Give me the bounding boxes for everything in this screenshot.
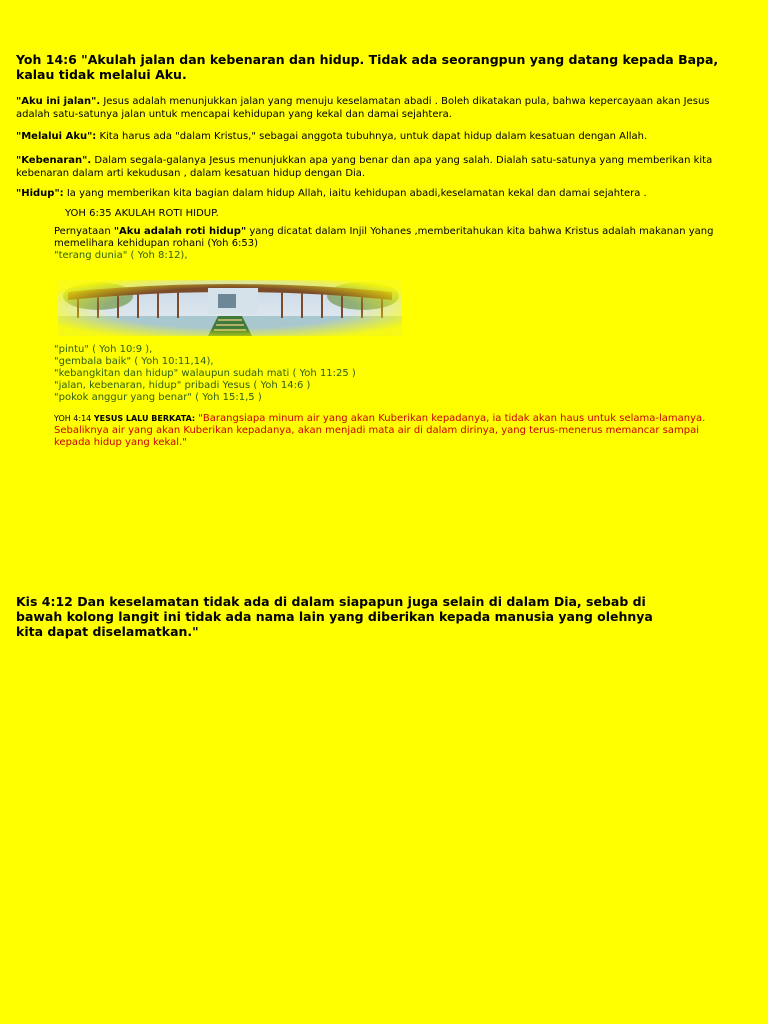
paragraph-hidup xyxy=(16,188,716,201)
pernyataan-pre: Pernyataan xyxy=(54,226,114,237)
list-item: "jalan, kebenaran, hidup" pribadi Yesus ( Yoh 14:6 ) xyxy=(54,380,311,391)
list-item: "pokok anggur yang benar" ( Yoh 15:1,5 ) xyxy=(54,392,262,403)
list-item: "gembala baik" ( Yoh 10:11,14), xyxy=(54,356,214,367)
term-melalui: "Melalui Aku": xyxy=(16,131,97,142)
list-item: "kebangkitan dan hidup" walaupun sudah mati ( Yoh 11:25 ) xyxy=(54,368,356,379)
terang-dunia: "terang dunia" ( Yoh 8:12), xyxy=(54,250,188,261)
yoh414-quote: "Barangsiapa minum air yang akan Kuberikan kepadanya, ia tidak akan haus untuk selama-lamanya. Sebaliknya air yang akan Kuberikan kepadanya, akan menjadi mata air di dalam dirinya, yang terus-menerus memancar sampai kepada hidup yang kekal." xyxy=(54,413,706,448)
term-kebenaran: "Kebenaran". xyxy=(16,155,92,166)
pernyataan-line2: memelihara kehidupan rohani (Yoh 6:53) xyxy=(54,238,259,249)
yoh635-heading: YOH 6:35 AKULAH ROTI HIDUP. xyxy=(65,208,219,219)
yoh414-ref: YOH 4:14 xyxy=(54,414,94,423)
paragraph-jalan xyxy=(16,96,716,121)
paragraph-melalui xyxy=(16,131,716,144)
term-jalan: "Aku ini jalan". xyxy=(16,96,101,107)
list-item: "pintu" ( Yoh 10:9 ), xyxy=(54,344,153,355)
text-melalui: Kita harus ada "dalam Kristus," sebagai anggota tubuhnya, untuk dapat hidup dalam kesatuan dengan Allah. xyxy=(96,131,648,142)
text-kebenaran: Dalam segala-galanya Jesus menunjukkan apa yang benar dan apa yang salah. Dialah satu-satunya yang memberikan kita kebenaran dalam arti kekudusan , dalam kesatuan hidup dengan Dia. xyxy=(16,155,713,179)
heading: Yoh 14:6 "Akulah jalan dan kebenaran dan hidup. Tidak ada seorangpun yang datang kepada Bapa, kalau tidak melalui Aku. xyxy=(16,52,719,82)
text-hidup: Ia yang memberikan kita bagian dalam hidup Allah, iaitu kehidupan abadi,keselamatan kekal dan damai sejahtera . xyxy=(63,188,647,199)
kis-412-paragraph: Kis 4:12 Dan keselamatan tidak ada di dalam siapapun juga selain di dalam Dia, sebab di bawah kolong langit ini tidak ada nama lain yang diberikan kepada manusia yang olehnya kita dapat diselamatkan." xyxy=(16,594,653,639)
pernyataan-paragraph xyxy=(54,226,724,262)
pernyataan-post: yang dicatat dalam Injil Yohanes ,memberitahukan kita bahwa Kristus adalah makanan yang xyxy=(246,226,714,237)
yoh414-paragraph xyxy=(54,413,724,449)
bridge-image xyxy=(58,280,402,336)
yoh414-label: YESUS LALU BERKATA: xyxy=(93,414,196,423)
paragraph-kebenaran xyxy=(16,155,716,180)
metaphor-list xyxy=(54,344,724,404)
term-hidup: "Hidup": xyxy=(16,188,64,199)
pernyataan-term: "Aku adalah roti hidup" xyxy=(113,226,247,237)
text-jalan: Jesus adalah menunjukkan jalan yang menuju keselamatan abadi . Boleh dikatakan pula, bahwa kepercayaan akan Jesus adalah satu-satunya jalan untuk mencapai kehidupan yang kekal dan damai sejahtera. xyxy=(16,96,710,120)
